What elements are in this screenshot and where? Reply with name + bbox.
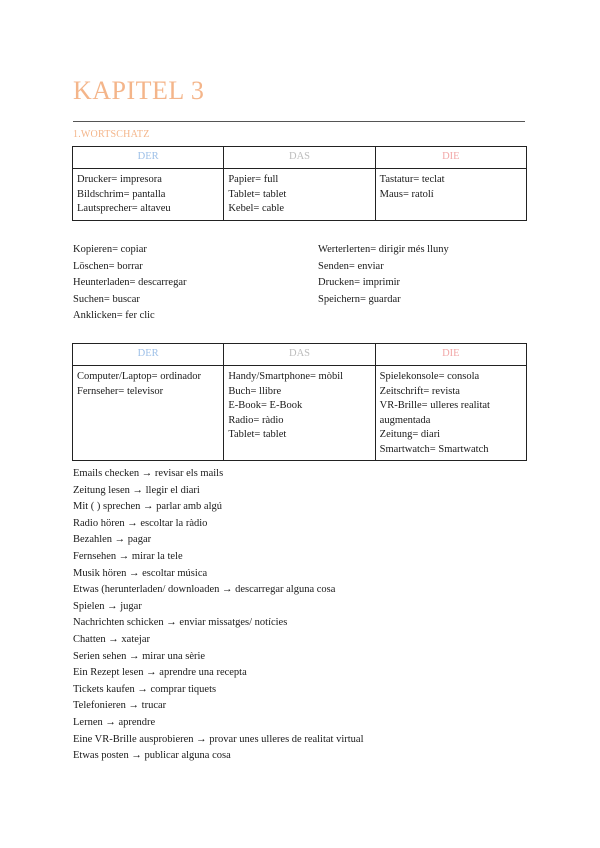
phrase-entry: Etwas (herunterladen/ downloaden → descarregar alguna cosa [73,584,336,596]
das-cell [224,169,375,221]
phrase-entry: Lernen → aprendre [73,716,156,728]
phrase-entry: Fernsehen → mirar la tele [73,550,183,562]
header-der: DER [73,147,224,169]
title-rule [73,121,525,122]
vocab-entry: Tastatur= teclat [379,174,445,185]
phrase-entry: Mit ( ) sprechen → parlar amb algú [73,501,222,513]
header-der: DER [73,344,224,366]
verb-entry: Senden= enviar [318,260,384,272]
phrase-entry: Ein Rezept lesen → aprendre una recepta [73,667,247,679]
phrase-entry: Bezahlen → pagar [73,534,152,546]
table-row [73,366,527,461]
table-header-row [73,344,527,366]
verb-entry: Speichern= guardar [318,293,401,305]
vocab-entry: Radio= ràdio [228,414,284,426]
vocab-table-2 [72,343,527,461]
die-cell [375,169,526,221]
vocab-entry: Smartwatch= Smartwatch [379,443,489,455]
phrase-entry: Spielen → jugar [73,600,142,612]
phrase-entry: Zeitung lesen → llegir el diari [73,484,200,496]
verb-entry: Kopieren= copiar [73,244,147,255]
phrase-entry: Musik hören → escoltar música [73,567,208,579]
vocab-entry: Tablet= tablet [228,188,287,200]
vocab-entry: Kebel= cable [228,203,285,214]
header-die: DIE [375,147,526,169]
vocab-entry: Lautsprecher= altaveu [77,203,171,214]
phrase-entry: Tickets kaufen → comprar tiquets [73,683,217,695]
table-row [73,169,527,221]
phrase-entry: Emails checken → revisar els mails [73,468,224,479]
phrase-entry: Etwas posten → publicar alguna cosa [73,750,231,762]
phrase-entry: Telefonieren → trucar [73,700,167,712]
vocab-entry: E-Book= E-Book [228,400,303,411]
vocab-entry: Computer/Laptop= ordinador [77,371,202,382]
vocab-entry: Fernseher= televisor [77,385,164,397]
verb-entry: Werterlerten= dirigir més lluny [318,244,449,255]
phrase-entry: Serien sehen → mirar una sèrie [73,650,206,662]
phrase-entry: Nachrichten schicken → enviar missatges/ notícies [73,617,288,629]
verb-list-left [73,242,186,325]
verb-entry: Löschen= borrar [73,260,143,272]
vocab-entry: Bildschrim= pantalla [77,188,166,200]
vocab-entry: VR-Brille= ulleres realitat augmentada [379,400,490,426]
verb-entry: Suchen= buscar [73,293,140,305]
das-cell [224,366,375,461]
phrase-entry: Eine VR-Brille ausprobieren → provar unes ulleres de realitat virtual [73,733,364,745]
vocab-entry: Buch= llibre [228,385,282,397]
vocab-table-1 [72,146,527,221]
header-die: DIE [375,344,526,366]
phrase-entry: Chatten → xatejar [73,633,150,645]
table-header-row [73,147,527,169]
der-cell [73,366,224,461]
vocab-entry: Drucker= impresora [77,174,162,185]
phrase-list [73,466,364,765]
verb-entry: Drucken= imprimir [318,277,401,288]
verb-list-right [318,242,449,308]
vocab-entry: Handy/Smartphone= mòbil [228,371,344,382]
section-heading: 1.WORTSCHATZ [73,129,150,140]
phrase-entry: Radio hören → escoltar la ràdio [73,517,208,529]
header-das: DAS [224,147,375,169]
verb-entry: Anklicken= fer clic [73,310,155,321]
page-title: KAPITEL 3 [73,76,205,105]
header-das: DAS [224,344,375,366]
der-cell [73,169,224,221]
vocab-entry: Zeitung= diari [379,429,441,440]
vocab-entry: Zeitschrift= revista [379,385,460,397]
vocab-entry: Maus= ratolí [379,188,434,200]
verb-entry: Heunterladen= descarregar [73,277,187,288]
vocab-entry: Tablet= tablet [228,429,287,440]
die-cell [375,366,526,461]
vocab-entry: Papier= full [228,174,279,185]
vocab-entry: Spielekonsole= consola [379,371,480,382]
